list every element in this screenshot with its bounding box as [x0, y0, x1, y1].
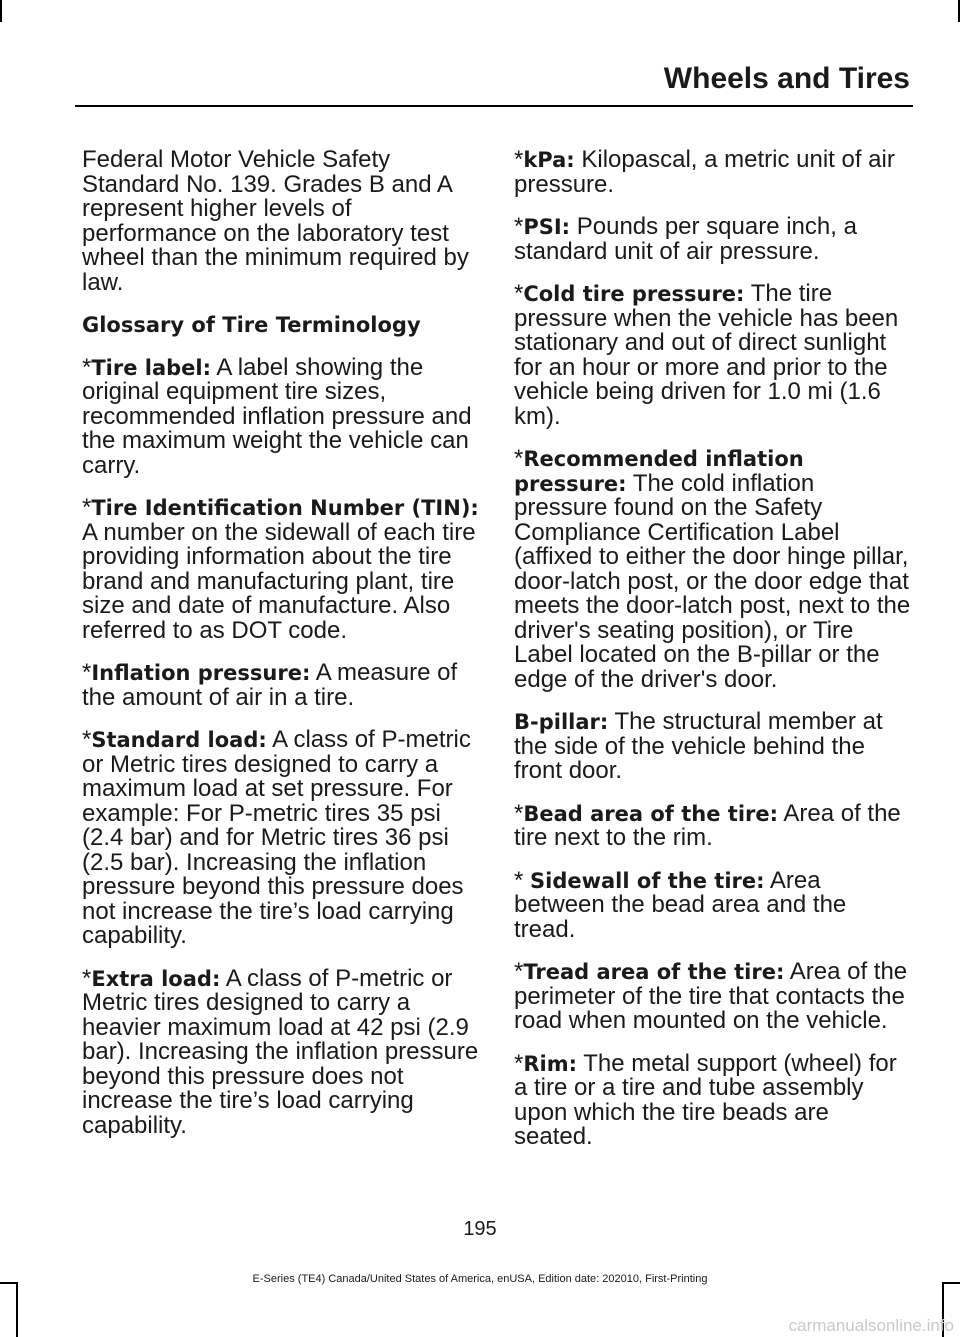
glossary-term: Tire label:	[91, 355, 212, 380]
glossary-term: Tire Identification Number (TIN):	[91, 496, 479, 520]
glossary-definition: Kilopascal, a metric unit of air pressure.	[514, 146, 895, 198]
glossary-entry: *Standard load: A class of P-metric or Metric tires designed to carry a maximum load at set pressure. For example: For P-metric tires 35 psi (2.4 bar) and for Metric tires 36 psi (2.5 bar). Increasing the inflation pressure beyond this pressure does not increase the tire’s load carrying capability.	[82, 726, 471, 949]
glossary-term: Bead area of the tire:	[523, 801, 779, 826]
glossary-term: Extra load:	[91, 966, 221, 991]
page-number: 195	[463, 1218, 497, 1240]
glossary-term: Sidewall of the tire:	[530, 868, 765, 893]
glossary-term: kPa:	[523, 148, 575, 172]
glossary-definition: A label showing the original equipment tire sizes, recommended inflation pressure and the maximum weight the vehicle can carry.	[82, 353, 472, 479]
watermark: carmanualsonline.info	[788, 1316, 954, 1335]
glossary-term: Inflation pressure:	[91, 661, 311, 685]
header-divider	[75, 105, 913, 107]
glossary-entry: *Tire Identification Number (TIN): A number on the sidewall of each tire providing information about the tire brand and manufacturing plant, tire size and date of manufacture. Also referred to as DOT code.	[82, 494, 479, 644]
glossary-entry: * Sidewall of the tire: Area between the bead area and the tread.	[514, 866, 847, 943]
glossary-definition: The metal support (wheel) for a tire or a tire and tube assembly upon which the tire beads are seated.	[514, 1049, 897, 1150]
glossary-term: PSI:	[523, 215, 571, 239]
footer-edition-info: E-Series (TE4) Canada/United States of America, enUSA, Edition date: 202010, First-Printing	[252, 1273, 708, 1285]
glossary-entry: *PSI: Pounds per square inch, a standard unit of air pressure.	[514, 213, 857, 265]
glossary-term: Tread area of the tire:	[523, 960, 785, 984]
glossary-term: Standard load:	[91, 728, 267, 752]
glossary-entry: *Cold tire pressure: The tire pressure when the vehicle has been stationary and out of direct sunlight for an hour or more and prior to the vehicle being driven for 1.0 mi (1.6 km).	[514, 280, 899, 430]
glossary-entry: *Rim: The metal support (wheel) for a tire or a tire and tube assembly upon which the tire beads are seated.	[514, 1049, 897, 1150]
glossary-definition: The tire pressure when the vehicle has been stationary and out of direct sunlight for an hour or more and prior to the vehicle being driven for 1.0 mi (1.6 km).	[514, 280, 899, 430]
glossary-definition: A class of P-metric or Metric tires designed to carry a maximum load at set pressure. For example: For P-metric tires 35 psi (2.4 bar) and for Metric tires 36 psi (2.5 bar). Increasing the inflation pressure beyond this pressure does not increase the tire’s load carrying capability.	[82, 726, 471, 949]
glossary-entry	[514, 710, 912, 784]
glossary-entry: *Tread area of the tire: Area of the perimeter of the tire that contacts the road when mounted on the vehicle.	[514, 958, 908, 1034]
glossary-entry: *Tire label: A label showing the original equipment tire sizes, recommended inflation pressure and the maximum weight the vehicle can carry.	[82, 353, 472, 479]
glossary-definition: The cold inflation pressure found on the Safety Compliance Certification Label (affixed to either the door hinge pillar, door-latch post, or the door edge that meets the door-latch post, next to the driver's seating position), or Tire Label located on the B-pillar or the edge of the driver's door.	[514, 469, 911, 693]
glossary-definition: The structural member at the side of the vehicle behind the front door.	[514, 708, 883, 784]
left-column	[82, 148, 480, 1156]
glossary-definition: Area of the tire next to the rim.	[514, 799, 901, 851]
glossary-term: Cold tire pressure:	[523, 282, 745, 306]
glossary-entry: *Inflation pressure: A measure of the amount of air in a tire.	[82, 659, 458, 711]
glossary-definition: A number on the sidewall of each tire providing information about the tire brand and manufacturing plant, tire size and date of manufacture. Also referred to as DOT code.	[82, 518, 476, 644]
section-heading: Glossary of Tire Terminology	[82, 313, 421, 337]
intro-paragraph: Federal Motor Vehicle Safety Standard No. 139. Grades B and A represent higher levels of performance on the laboratory test wheel than the minimum required by law.	[82, 146, 469, 296]
glossary-term: Rim:	[523, 1051, 577, 1076]
crop-mark	[0, 0, 2, 22]
glossary-term: B-pillar:	[514, 710, 609, 734]
page-title: Wheels and Tires	[663, 62, 910, 95]
glossary-entry: *Extra load: A class of P-metric or Metric tires designed to carry a heavier maximum load at 42 psi (2.9 bar). Increasing the inflation pressure beyond this pressure does not increase the tire’s load carrying capability.	[82, 964, 479, 1139]
glossary-definition: Area of the perimeter of the tire that contacts the road when mounted on the vehicle.	[514, 958, 908, 1034]
glossary-entry: *kPa: Kilopascal, a metric unit of air pressure.	[514, 146, 895, 198]
glossary-entry: *Bead area of the tire: Area of the tire next to the rim.	[514, 799, 901, 851]
right-column	[514, 148, 912, 1168]
crop-mark	[16, 1282, 18, 1337]
glossary-term: Recommended inflation pressure:	[514, 447, 804, 496]
glossary-definition: Pounds per square inch, a standard unit of air pressure.	[514, 213, 857, 265]
glossary-definition: A class of P-metric or Metric tires designed to carry a heavier maximum load at 42 psi (2.9 bar). Increasing the inflation pressure beyond this pressure does not increase the tire’s load carrying capability.	[82, 964, 479, 1139]
glossary-entry: *Recommended inflation pressure: The cold inflation pressure found on the Safety Compliance Certification Label (affixed to either the door hinge pillar, door-latch post, or the door edge that meets the door-latch post, next to the driver's seating position), or Tire Label located on the B-pillar or the edge of the driver's door.	[514, 445, 911, 693]
glossary-definition: A measure of the amount of air in a tire.	[82, 659, 458, 711]
glossary-definition: Area between the bead area and the tread.	[514, 866, 847, 943]
